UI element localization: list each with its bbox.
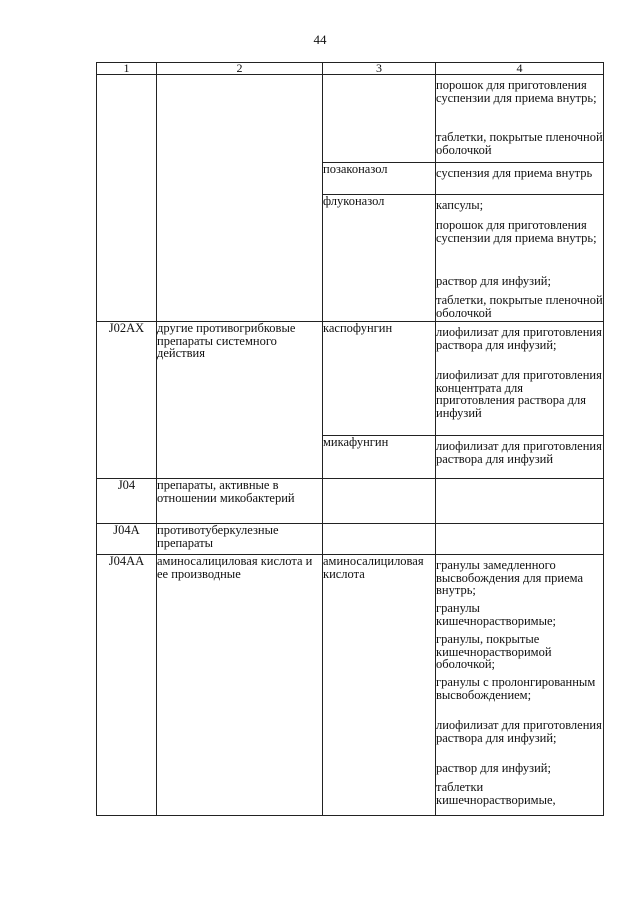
dosage-form: раствор для инфузий; [436, 274, 551, 288]
table-row [97, 75, 604, 163]
column-number: 2 [157, 63, 323, 75]
dosage-form: капсулы; [436, 198, 484, 212]
drug-name: микафунгин [323, 436, 436, 479]
drug-name: аминосалициловая кислота [323, 555, 436, 816]
column-number: 1 [97, 63, 157, 75]
column-number: 4 [436, 63, 604, 75]
dosage-forms [436, 555, 604, 816]
group-name: противотуберкулезные препараты [157, 524, 323, 555]
group-name: препараты, активные в отношении микобактерий [157, 479, 323, 524]
group-name: аминосалициловая кислота и ее производные [157, 555, 323, 816]
dosage-forms [436, 524, 604, 555]
dosage-form: гранулы кишечнорастворимые; [436, 601, 556, 628]
drug-table [96, 62, 604, 816]
drug-name: позаконазол [323, 163, 436, 195]
dosage-form: лиофилизат для приготовления раствора для инфузий [436, 439, 602, 466]
dosage-form: раствор для инфузий; [436, 761, 551, 775]
dosage-form: гранулы с пролонгированным высвобождением; [436, 675, 596, 702]
dosage-form: порошок для приготовления суспензии для приема внутрь; [436, 78, 597, 105]
dosage-forms [436, 163, 604, 195]
dosage-form: таблетки кишечнорастворимые, [436, 780, 556, 807]
drug-name [323, 524, 436, 555]
dosage-form: лиофилизат для приготовления раствора для инфузий; [436, 718, 602, 745]
dosage-form: таблетки, покрытые пленочной оболочкой [436, 293, 603, 320]
group-name [157, 75, 323, 322]
page-number: 44 [313, 32, 327, 47]
dosage-form: таблетки, покрытые пленочной оболочкой [436, 130, 603, 157]
dosage-forms [436, 322, 604, 436]
table-row [97, 524, 604, 555]
atc-code: J04A [97, 524, 157, 555]
dosage-form: суспензия для приема внутрь [436, 166, 593, 180]
table-row [97, 555, 604, 816]
dosage-forms [436, 195, 604, 322]
dosage-form: лиофилизат для приготовления раствора для инфузий; [436, 325, 602, 352]
column-number-row [97, 63, 604, 75]
drug-name: каспофунгин [323, 322, 436, 436]
dosage-form: гранулы, покрытые кишечнорастворимой оболочкой; [436, 632, 552, 671]
drug-name: флуконазол [323, 195, 436, 322]
dosage-form: порошок для приготовления суспензии для приема внутрь; [436, 218, 597, 245]
table-row [97, 322, 604, 436]
atc-code [97, 75, 157, 322]
atc-code: J04 [97, 479, 157, 524]
dosage-forms [436, 436, 604, 479]
drug-name [323, 479, 436, 524]
atc-code: J02AX [97, 322, 157, 479]
group-name: другие противогрибковые препараты системного действия [157, 322, 323, 479]
dosage-form: гранулы замедленного высвобождения для приема внутрь; [436, 558, 584, 597]
column-number: 3 [323, 63, 436, 75]
drug-name [323, 75, 436, 163]
atc-code: J04AA [97, 555, 157, 816]
dosage-form: лиофилизат для приготовления концентрата для приготовления раствора для инфузий [436, 368, 602, 420]
dosage-forms [436, 75, 604, 163]
dosage-forms [436, 479, 604, 524]
table-row [97, 479, 604, 524]
